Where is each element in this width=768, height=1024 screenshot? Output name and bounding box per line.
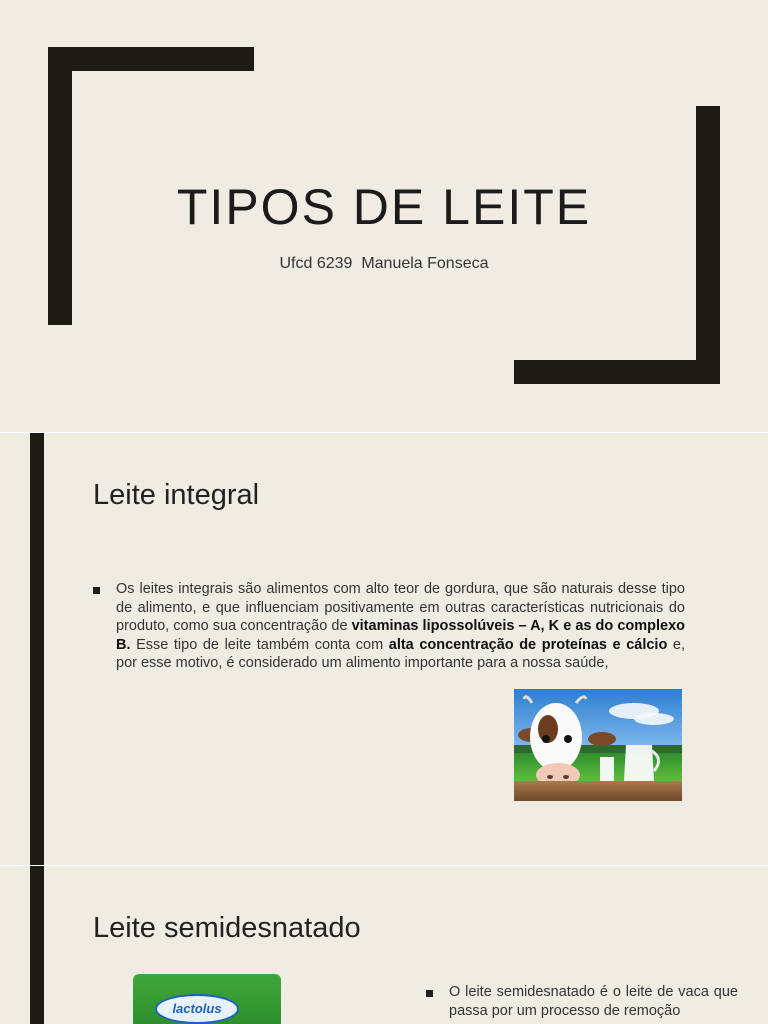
bullet-paragraph <box>116 580 685 673</box>
paragraph-text-1: Os leites integrais são alimentos com alto teor de gordura, que são naturais desse tipo de alimento, e que influenciam positivamente em outras características nutricionais do produto, como sua concentração de <box>116 581 685 634</box>
bullet-marker <box>426 990 433 997</box>
slide-accent-bar <box>30 866 44 1024</box>
cow-milk-photo <box>514 689 682 801</box>
frame-bottom-right-vertical <box>696 106 720 384</box>
carton-logo: lactolus <box>155 994 239 1024</box>
milk-carton-image <box>133 974 281 1024</box>
bullet-paragraph: O leite semidesnatado é o leite de vaca que passa por um processo de remoção <box>449 984 738 1019</box>
paragraph-bold-1: vitaminas lipossolúveis – A, K e as do complexo B. <box>116 618 686 653</box>
slide-heading: Leite semidesnatado <box>93 912 361 944</box>
paragraph-text-3: e, por esse motivo, é considerado um alimento importante para a nossa saúde, <box>116 636 685 671</box>
paragraph-bold-2: alta concentração de proteínas e cálcio <box>388 636 668 653</box>
frame-top-left-horizontal <box>48 47 254 71</box>
title-slide <box>0 0 768 432</box>
slide-accent-bar <box>30 433 44 865</box>
frame-bottom-right-horizontal <box>514 360 720 384</box>
slide-leite-semidesnatado <box>0 866 768 1024</box>
bullet-marker <box>93 587 100 594</box>
page-title: TIPOS DE LEITE <box>176 179 592 235</box>
paragraph-text-2: Esse tipo de leite também conta com <box>130 636 389 653</box>
slide-leite-integral <box>0 433 768 865</box>
slide-heading: Leite integral <box>93 479 260 511</box>
page-subtitle: Ufcd 6239 Manuela Fonseca <box>279 255 489 272</box>
